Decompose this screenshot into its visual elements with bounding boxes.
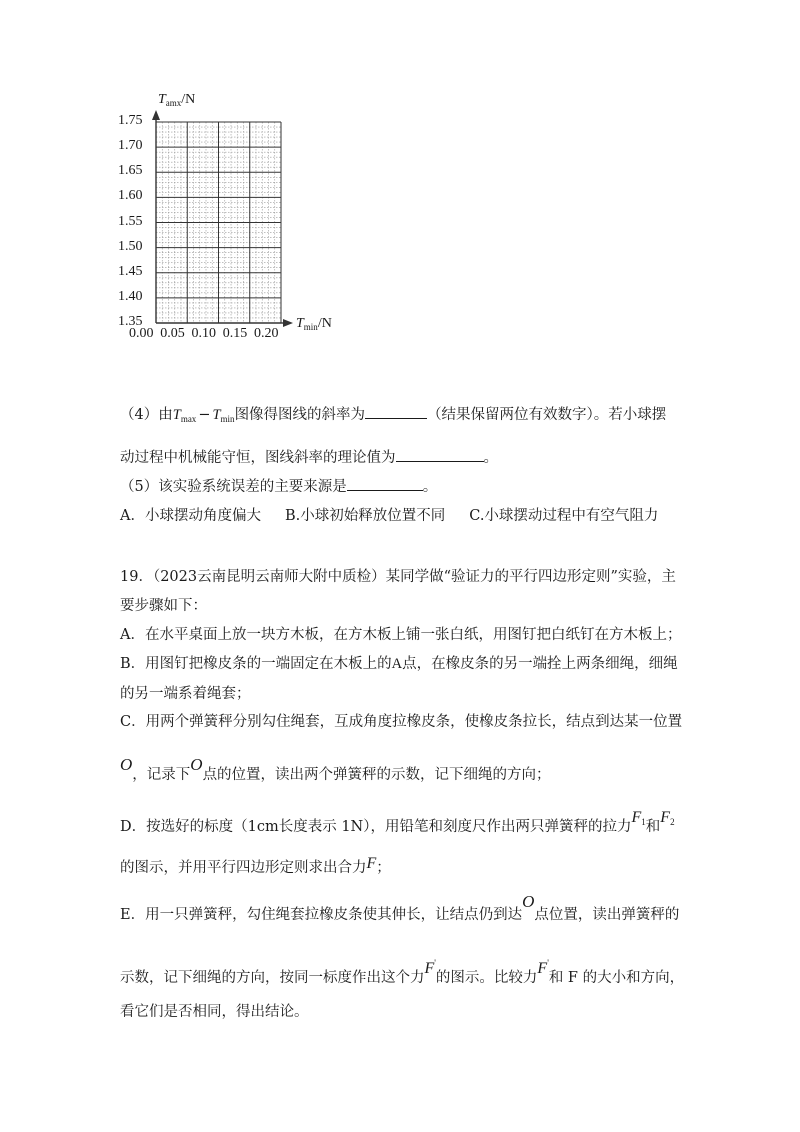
q4-tmin-sub: min: [220, 414, 235, 424]
q19-step-c-line-2: [120, 755, 551, 785]
x-axis-label: [296, 316, 332, 332]
q4-slope-blank[interactable]: [365, 404, 427, 419]
q4-line-2-text: 动过程中机械能守恒，图线斜率的理论值为: [120, 450, 396, 466]
q19-step-d-line-2: [120, 855, 391, 878]
x-axis-unit: /N: [317, 316, 332, 331]
q19-step-d-pre: D．按选好的标度（1cm长度表示 1N），用铅笔和刻度尺作出两只弹簧秤的拉力: [120, 819, 632, 835]
q4-text-2: （结果保留两位有效数字）。若小球摆: [427, 407, 667, 423]
x-tick-label: 0.00: [129, 326, 154, 341]
force-f-prime-symbol-2: F: [537, 960, 548, 977]
y-axis-unit: /N: [181, 92, 196, 107]
q19-step-e-line-3: 看它们是否相同，得出结论。: [120, 1004, 309, 1020]
q5-line: [120, 476, 437, 497]
q4-theory-blank[interactable]: [396, 447, 484, 462]
q5-option-b[interactable]: B.小球初始释放位置不同: [284, 508, 446, 524]
x-tick-label: 0.10: [191, 326, 216, 341]
y-tick-label: 1.70: [118, 138, 143, 154]
x-axis-subscript: min: [303, 322, 318, 332]
q5-blank[interactable]: [347, 476, 423, 491]
q5-text: （5）该实验系统误差的主要来源是: [120, 479, 347, 495]
q5-option-a[interactable]: A．小球摆动角度偏大: [120, 508, 261, 524]
y-tick-label: 1.65: [118, 163, 143, 179]
y-tick-label: 1.60: [118, 188, 143, 204]
y-tick-label: 1.45: [118, 263, 143, 279]
q4-tmax-sub: max: [180, 414, 197, 424]
q19-step-d2-pre: 的图示，并用平行四边形定则求出合力: [120, 860, 367, 876]
q19-step-c-a: ，记录下: [132, 767, 191, 783]
force-f-prime-symbol: F: [424, 960, 435, 977]
q19-step-d-line-1: [120, 809, 675, 841]
q19-step-b-line-1: [120, 654, 678, 674]
point-o-symbol: O: [120, 755, 133, 774]
prime-mark: ': [434, 958, 436, 968]
q19-step-e2-mid: 的图示。比较力: [435, 970, 538, 986]
q19-step-e2-post: 和 F 的大小和方向，: [548, 970, 685, 986]
q19-step-d2-end: ；: [376, 860, 391, 876]
q19-and: 和: [645, 819, 661, 835]
x-tick-label: 0.05: [160, 326, 185, 341]
q19-step-e-line-2: [120, 958, 685, 988]
y-axis-symbol: T: [158, 92, 166, 107]
q5-options: [120, 506, 658, 526]
force-f2-symbol: F: [660, 809, 671, 826]
q4-line-2: [120, 447, 498, 468]
point-o-symbol-3: O: [522, 892, 535, 911]
q4-line-2-end: 。: [483, 450, 498, 466]
q19-step-b-pre: B．用图钉把橡皮条的一端固定在木板上的: [120, 656, 392, 672]
q4-line-1: [120, 404, 666, 429]
q19-step-c-b: 点的位置，读出两个弹簧秤的示数，记下细绳的方向；: [202, 767, 551, 783]
q4-text-1: 图像得图线的斜率为: [234, 407, 366, 423]
point-o-symbol-2: O: [190, 755, 203, 774]
q4-tmin-symbol: T: [212, 407, 221, 423]
q5-end: 。: [422, 479, 438, 495]
y-tick-label: 1.40: [118, 288, 143, 304]
major-grid: [152, 110, 293, 327]
chart-svg: [0, 0, 800, 360]
y-tick-label: 1.50: [118, 238, 143, 254]
q19-step-b-post: 点，在橡皮条的另一端拴上两条细绳，细绳: [402, 656, 678, 672]
q5-option-c[interactable]: C.小球摆动过程中有空气阻力: [469, 508, 659, 524]
force-f2-sub: 2: [670, 817, 675, 827]
q19-step-e-pre: E．用一只弹簧秤，勾住绳套拉橡皮条使其伸长，让结点仍到达: [120, 907, 523, 923]
q19-step-e-line-1: [120, 892, 680, 925]
x-tick-label: 0.15: [222, 326, 248, 341]
q4-tmax-symbol: T: [172, 407, 181, 423]
q19-header-1: 19．（2023云南昆明云南师大附中质检）某同学做“验证力的平行四边形定则”实验，主: [120, 569, 676, 585]
q19-step-c-line-1: C．用两个弹簧秤分别勾住绳套，互成角度拉橡皮条，使橡皮条拉长，结点到达某一位置: [120, 714, 683, 730]
q19-step-e-post: 点位置，读出弹簧秤的: [534, 907, 680, 923]
q4-minus: −: [198, 407, 211, 423]
y-axis-subscript: amx: [165, 98, 182, 108]
force-f1-symbol: F: [631, 809, 642, 826]
y-tick-label: 1.55: [118, 213, 143, 229]
force-f-symbol: F: [366, 855, 377, 872]
q19-step-e2-pre: 示数，记下细绳的方向，按同一标度作出这个力: [120, 970, 425, 986]
q19-header-2: 要步骤如下：: [120, 598, 207, 614]
prime-mark-2: ': [547, 958, 549, 968]
y-tick-label: 1.35: [118, 314, 143, 329]
q4-prefix: （4）由: [120, 407, 173, 423]
y-axis-label: [158, 92, 195, 108]
q19-step-b-line-2: 的另一端系着绳套；: [120, 686, 251, 702]
q19-step-a: A．在水平桌面上放一块方木板，在方木板上铺一张白纸，用图钉把白纸钉在方木板上；: [120, 627, 682, 643]
force-f1-sub: 1: [641, 817, 646, 827]
x-tick-label: 0.20: [254, 326, 279, 341]
y-tick-label: 1.75: [118, 113, 143, 128]
x-axis-symbol: T: [296, 316, 304, 331]
point-a-label: A: [391, 656, 403, 672]
